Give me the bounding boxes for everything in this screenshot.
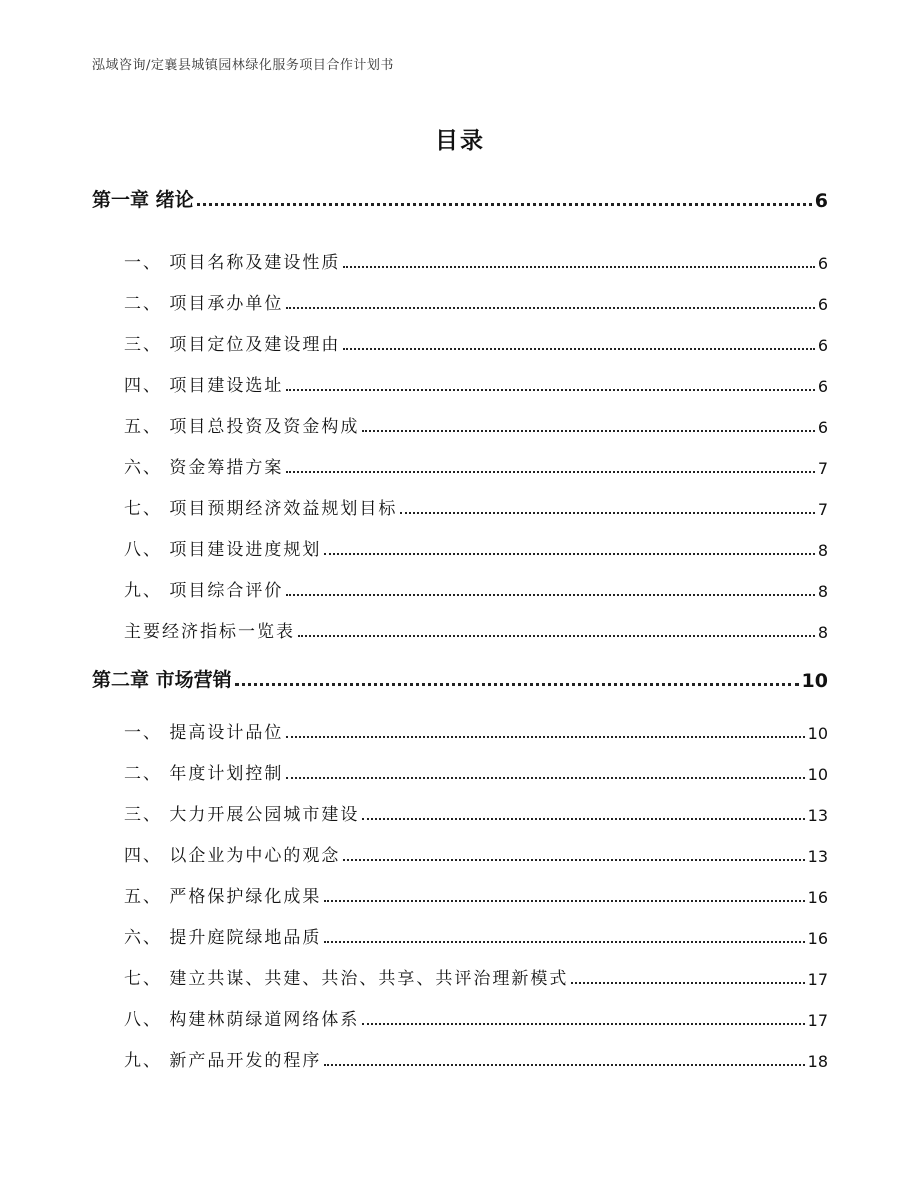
toc-entry-label: 一、 提高设计品位 [124,723,284,743]
toc-entry-label: 八、 项目建设进度规划 [124,540,322,560]
toc-section-entry[interactable] [124,368,828,396]
toc-entry-label: 二、 项目承办单位 [124,294,284,314]
toc-entry-label: 八、 构建林荫绿道网络体系 [124,1010,360,1030]
toc-leader-dots [400,512,814,514]
toc-leader-dots [362,430,814,432]
toc-entry-page-number: 6 [817,336,828,355]
toc-section-entry[interactable] [124,1002,828,1030]
toc-leader-dots [286,389,814,391]
toc-section-entry[interactable] [124,1043,828,1071]
toc-entry-label: 四、 以企业为中心的观念 [124,846,341,866]
toc-entry-page-number: 8 [817,623,828,642]
toc-entry-label: 四、 项目建设选址 [124,376,284,396]
toc-entry-page-number: 6 [817,377,828,396]
toc-entry-page-number: 7 [817,500,828,519]
toc-entry-page-number: 13 [807,847,828,866]
toc-section-entry[interactable] [124,245,828,273]
toc-chapter-entry[interactable] [92,184,828,212]
toc-entry-label: 七、 建立共谋、共建、共治、共享、共评治理新模式 [124,969,569,989]
toc-entry-label: 二、 年度计划控制 [124,764,284,784]
toc-entry-page-number: 16 [807,929,828,948]
toc-leader-dots [286,471,814,473]
toc-entry-page-number: 13 [807,806,828,825]
toc-leader-dots [324,941,804,943]
toc-section-entry[interactable] [124,491,828,519]
toc-section-entry[interactable] [124,879,828,907]
toc-entry-label: 九、 项目综合评价 [124,581,284,601]
toc-entry-page-number: 6 [814,190,828,212]
toc-leader-dots [298,635,815,637]
toc-entry-label: 一、 项目名称及建设性质 [124,253,341,273]
toc-entry-label: 六、 资金筹措方案 [124,458,284,478]
toc-section-entry[interactable] [124,961,828,989]
toc-entry-page-number: 16 [807,888,828,907]
toc-section-entry[interactable] [124,573,828,601]
toc-leader-dots [343,859,804,861]
toc-section-entry[interactable] [124,756,828,784]
toc-entry-label: 七、 项目预期经济效益规划目标 [124,499,398,519]
toc-section-entry[interactable] [124,409,828,437]
toc-entry-label: 第二章 市场营销 [92,669,232,691]
toc-section-entry[interactable] [124,450,828,478]
running-header: 泓域咨询/定襄县城镇园林绿化服务项目合作计划书 [92,58,394,73]
toc-entry-label: 五、 严格保护绿化成果 [124,887,322,907]
toc-leader-dots [324,900,804,902]
toc-entry-label: 五、 项目总投资及资金构成 [124,417,360,437]
toc-entry-page-number: 8 [817,541,828,560]
toc-section-entry[interactable] [124,327,828,355]
toc-entry-page-number: 6 [817,254,828,273]
toc-leader-dots [571,982,804,984]
toc-leader-dots [362,818,804,820]
toc-leader-dots [286,307,814,309]
toc-section-entry[interactable] [124,920,828,948]
toc-entry-label: 三、 大力开展公园城市建设 [124,805,360,825]
toc-leader-dots [324,553,814,555]
toc-entry-page-number: 17 [807,1011,828,1030]
toc-leader-dots [343,266,814,268]
toc-entry-label: 九、 新产品开发的程序 [124,1051,322,1071]
toc-chapter-entry[interactable] [92,664,828,692]
toc-entry-page-number: 8 [817,582,828,601]
toc-entry-page-number: 10 [801,670,828,692]
toc-leader-dots [235,683,799,686]
toc-entry-label: 第一章 绪论 [92,189,194,211]
toc-entry-label: 六、 提升庭院绿地品质 [124,928,322,948]
toc-section-entry[interactable] [124,532,828,560]
toc-leader-dots [286,736,804,738]
toc-section-entry[interactable] [124,614,828,642]
toc-section-entry[interactable] [124,286,828,314]
toc-leader-dots [286,777,804,779]
toc-leader-dots [197,203,812,206]
toc-section-entry[interactable] [124,838,828,866]
toc-entry-label: 主要经济指标一览表 [124,622,295,642]
toc-title: 目录 [435,128,485,154]
toc-entry-page-number: 6 [817,418,828,437]
toc-entry-page-number: 7 [817,459,828,478]
toc-entry-page-number: 18 [807,1052,828,1071]
toc-entry-page-number: 10 [807,765,828,784]
toc-leader-dots [286,594,814,596]
toc-entry-page-number: 17 [807,970,828,989]
toc-leader-dots [362,1023,804,1025]
toc-entry-label: 三、 项目定位及建设理由 [124,335,341,355]
toc-leader-dots [343,348,814,350]
toc-leader-dots [324,1064,804,1066]
toc-section-entry[interactable] [124,797,828,825]
toc-entry-page-number: 10 [807,724,828,743]
toc-section-entry[interactable] [124,715,828,743]
toc-entry-page-number: 6 [817,295,828,314]
